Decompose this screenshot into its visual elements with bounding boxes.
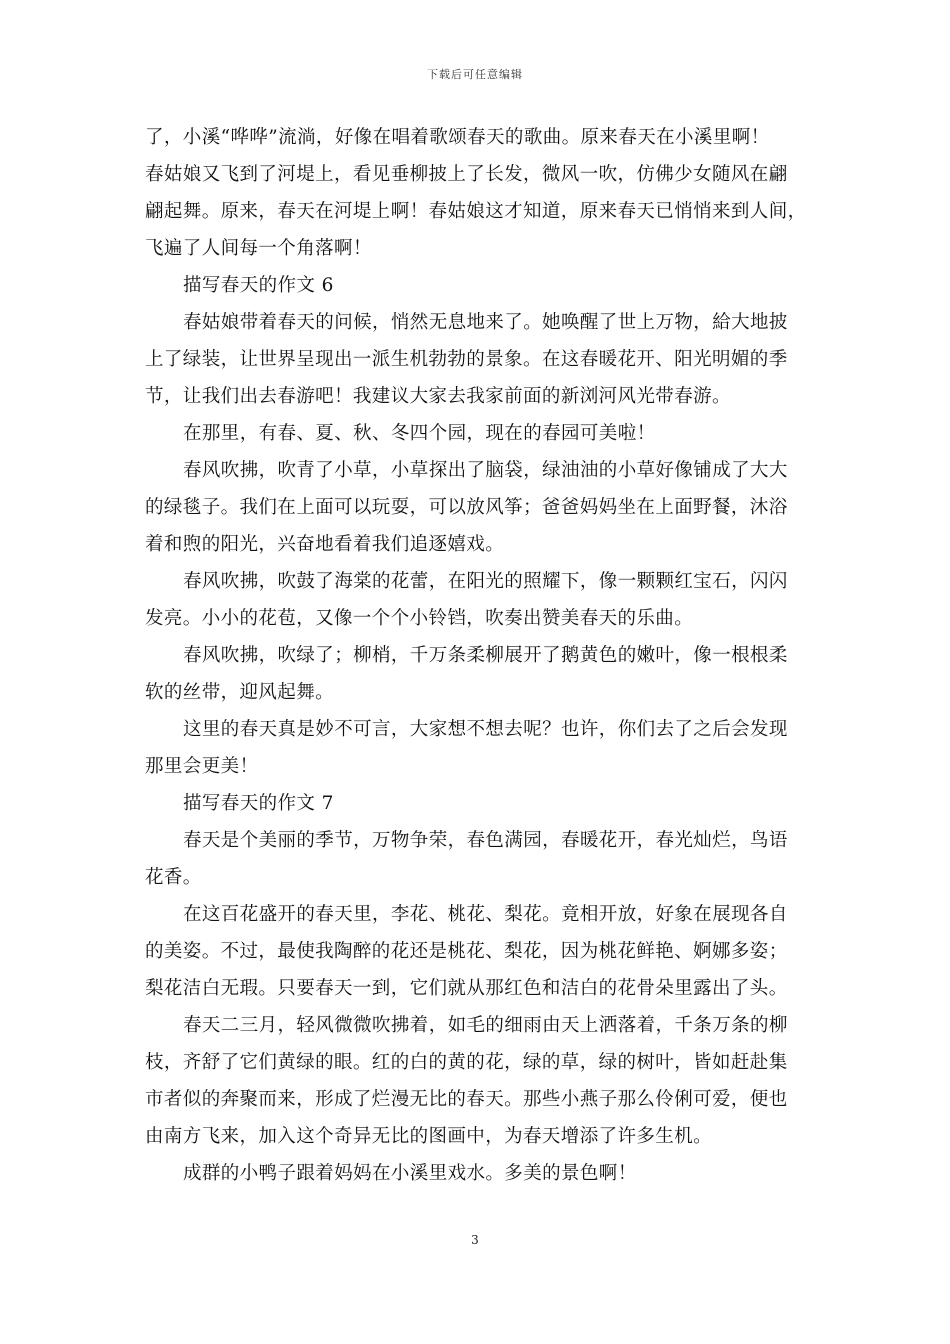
text-line: 着和煦的阳光，兴奋地看着我们追逐嬉戏。 xyxy=(145,534,505,555)
text-line: 在那里，有春、夏、秋、冬四个园，现在的春园可美啦！ xyxy=(183,423,656,444)
text-line: 飞遍了人间每一个角落啊！ xyxy=(145,238,372,259)
text-line: 梨花洁白无瑕。只要春天一到，它们就从那红色和洁白的花骨朵里露出了头。 xyxy=(145,978,788,999)
text-line: 市者似的奔聚而来，形成了烂漫无比的春天。那些小燕子那么伶俐可爱，便也 xyxy=(145,1089,788,1110)
text-line: 春风吹拂，吹鼓了海棠的花蕾，在阳光的照耀下，像一颗颗红宝石，闪闪 xyxy=(183,571,788,592)
document-body xyxy=(145,119,810,1192)
text-line: 节，让我们出去春游吧！我建议大家去我家前面的新浏河风光带春游。 xyxy=(145,386,731,407)
section-heading: 描写春天的作文 7 xyxy=(183,793,334,814)
text-line: 枝，齐舒了它们黄绿的眼。红的白的黄的花，绿的草，绿的树叶，皆如赶赴集 xyxy=(145,1052,788,1073)
text-line: 发亮。小小的花苞，又像一个个小铃铛，吹奏出赞美春天的乐曲。 xyxy=(145,608,694,629)
text-line: 春天是个美丽的季节，万物争荣，春色满园，春暖花开，春光灿烂，鸟语 xyxy=(183,830,788,851)
text-line: 这里的春天真是妙不可言，大家想不想去呢？也许，你们去了之后会发现 xyxy=(183,719,788,740)
text-line: 翩起舞。原来，春天在河堤上啊！春姑娘这才知道，原来春天已悄悄来到人间， xyxy=(145,201,807,222)
text-line: 春姑娘带着春天的问候，悄然无息地来了。她唤醒了世上万物，給大地披 xyxy=(183,312,788,333)
text-line: 花香。 xyxy=(145,867,202,888)
text-line: 的绿毯子。我们在上面可以玩耍，可以放风筝；爸爸妈妈坐在上面野餐，沐浴 xyxy=(145,497,788,518)
text-line: 软的丝带，迎风起舞。 xyxy=(145,682,335,703)
text-line: 在这百花盛开的春天里，李花、桃花、梨花。竟相开放，好象在展现各自 xyxy=(183,904,788,925)
text-line: 春风吹拂，吹绿了；柳梢，千万条柔柳展开了鹅黄色的嫩叶，像一根根柔 xyxy=(183,645,788,666)
text-line: 那里会更美！ xyxy=(145,756,259,777)
text-line: 了，小溪“哗哗”流淌，好像在唱着歌颂春天的歌曲。原来春天在小溪里啊！ xyxy=(145,127,770,148)
text-line: 春姑娘又飞到了河堤上，看见垂柳披上了长发，微风一吹，仿佛少女随风在翩 xyxy=(145,164,788,185)
page-number: 3 xyxy=(471,1233,479,1247)
page-header: 下载后可任意编辑 xyxy=(427,68,523,81)
text-line: 春天二三月，轻风微微吹拂着，如毛的细雨由天上洒落着，千条万条的柳 xyxy=(183,1015,788,1036)
text-line: 由南方飞来，加入这个奇异无比的图画中，为春天增添了许多生机。 xyxy=(145,1126,713,1147)
text-line: 春风吹拂，吹青了小草，小草探出了脑袋，绿油油的小草好像铺成了大大 xyxy=(183,460,788,481)
text-line: 的美姿。不过，最使我陶醉的花还是桃花、梨花，因为桃花鲜艳、婀娜多姿； xyxy=(145,941,788,962)
text-line: 成群的小鸭子跟着妈妈在小溪里戏水。多美的景色啊！ xyxy=(183,1163,637,1184)
section-heading: 描写春天的作文 6 xyxy=(183,275,334,296)
text-line: 上了绿装，让世界呈现出一派生机勃勃的景象。在这春暖花开、阳光明媚的季 xyxy=(145,349,788,370)
